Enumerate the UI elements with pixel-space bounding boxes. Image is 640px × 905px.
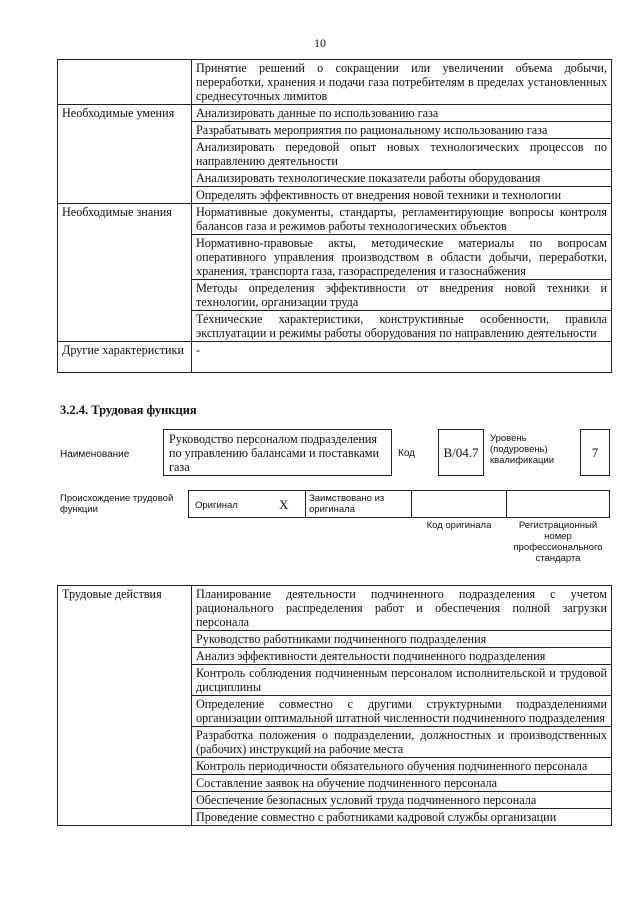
row-label-knowledge: Необходимые знания xyxy=(58,204,192,342)
table-row xyxy=(58,586,612,631)
action-item: Контроль периодичности обязательного обучения подчиненного персонала xyxy=(192,758,612,775)
code-original-caption: Код оригинала xyxy=(426,520,492,531)
table-row xyxy=(58,204,612,235)
original-cell xyxy=(188,490,306,518)
action-item: Проведение совместно с работниками кадровой службы организации xyxy=(192,809,612,826)
level-label: Уровень (подуровень) квалификации xyxy=(490,433,555,466)
row-item: Принятие решений о сокращении или увеличении объема добычи, переработки, хранения и подачи газа потребителям в пределах установленных среднесуточных лимитов xyxy=(192,60,612,105)
knowledge-item: Нормативные документы, стандарты, регламентирующие вопросы контроля балансов газа и режимов работы технологических объектов xyxy=(192,204,612,235)
skill-item: Разрабатывать мероприятия по рациональному использованию газа xyxy=(192,122,612,139)
borrowed-cell xyxy=(305,490,412,518)
function-name: Руководство персоналом подразделения по управлению балансами и поставками газа xyxy=(163,429,392,476)
skill-item: Анализировать данные по использованию газа xyxy=(192,105,612,122)
code-label: Код xyxy=(398,448,416,459)
reg-number-caption: Регистрационный номер профессионального стандарта xyxy=(513,520,603,564)
labor-actions-table xyxy=(57,585,612,826)
action-item: Анализ эффективности деятельности подчиненного подразделения xyxy=(192,648,612,665)
page-number: 10 xyxy=(314,36,326,50)
knowledge-item: Методы определения эффективности от внедрения новой техники и технологии, организации труда xyxy=(192,280,612,311)
section-title: 3.2.4. Трудовая функция xyxy=(60,403,197,417)
original-mark: X xyxy=(279,497,289,512)
skill-item: Анализировать передовой опыт новых технологических процессов по направлению деятельности xyxy=(192,139,612,170)
action-item: Разработка положения о подразделении, должностных и производственных (рабочих) инструкций на рабочие места xyxy=(192,727,612,758)
other-item: - xyxy=(192,342,612,373)
origin-label: Происхождение трудовой функции xyxy=(60,493,174,515)
action-item: Планирование деятельности подчиненного подразделения с учетом рационального распределения работ и обеспечения полной загрузки персонала xyxy=(192,586,612,631)
action-item: Руководство работниками подчиненного подразделения xyxy=(192,631,612,648)
action-item: Определение совместно с другими структурными подразделениями организации оптимальной штатной численности подчиненного подразделения xyxy=(192,696,612,727)
row-label-actions: Трудовые действия xyxy=(58,586,192,826)
function-code: В/04.7 xyxy=(438,429,484,476)
row-label-other: Другие характеристики xyxy=(58,342,192,373)
row-label xyxy=(58,60,192,105)
skill-item: Анализировать технологические показатели работы оборудования xyxy=(192,170,612,187)
level-value: 7 xyxy=(580,429,610,476)
table-row xyxy=(58,60,612,105)
knowledge-item: Нормативно-правовые акты, методические материалы по вопросам оперативного управления производством в области добычи, переработки, хранения, транспорта газа, газораспределения и газоснабжения xyxy=(192,235,612,280)
original-label: Оригинал xyxy=(195,500,238,511)
borrowed-label: Заимствовано из оригинала xyxy=(309,493,385,515)
skill-item: Определять эффективность от внедрения новой техники и технологии xyxy=(192,187,612,204)
knowledge-item: Технические характеристики, конструктивные особенности, правила эксплуатации и режимы работы оборудования по направлению деятельности xyxy=(192,311,612,342)
code-original-cell xyxy=(411,490,507,518)
table-row xyxy=(58,105,612,122)
action-item: Контроль соблюдения подчиненным персоналом исполнительской и трудовой дисциплины xyxy=(192,665,612,696)
action-item: Обеспечение безопасных условий труда подчиненного персонала xyxy=(192,792,612,809)
reg-number-cell xyxy=(506,490,610,518)
row-label-skills: Необходимые умения xyxy=(58,105,192,204)
requirements-table xyxy=(57,59,612,373)
table-row xyxy=(58,342,612,373)
action-item: Составление заявок на обучение подчиненного персонала xyxy=(192,775,612,792)
name-label: Наименование xyxy=(60,449,130,460)
